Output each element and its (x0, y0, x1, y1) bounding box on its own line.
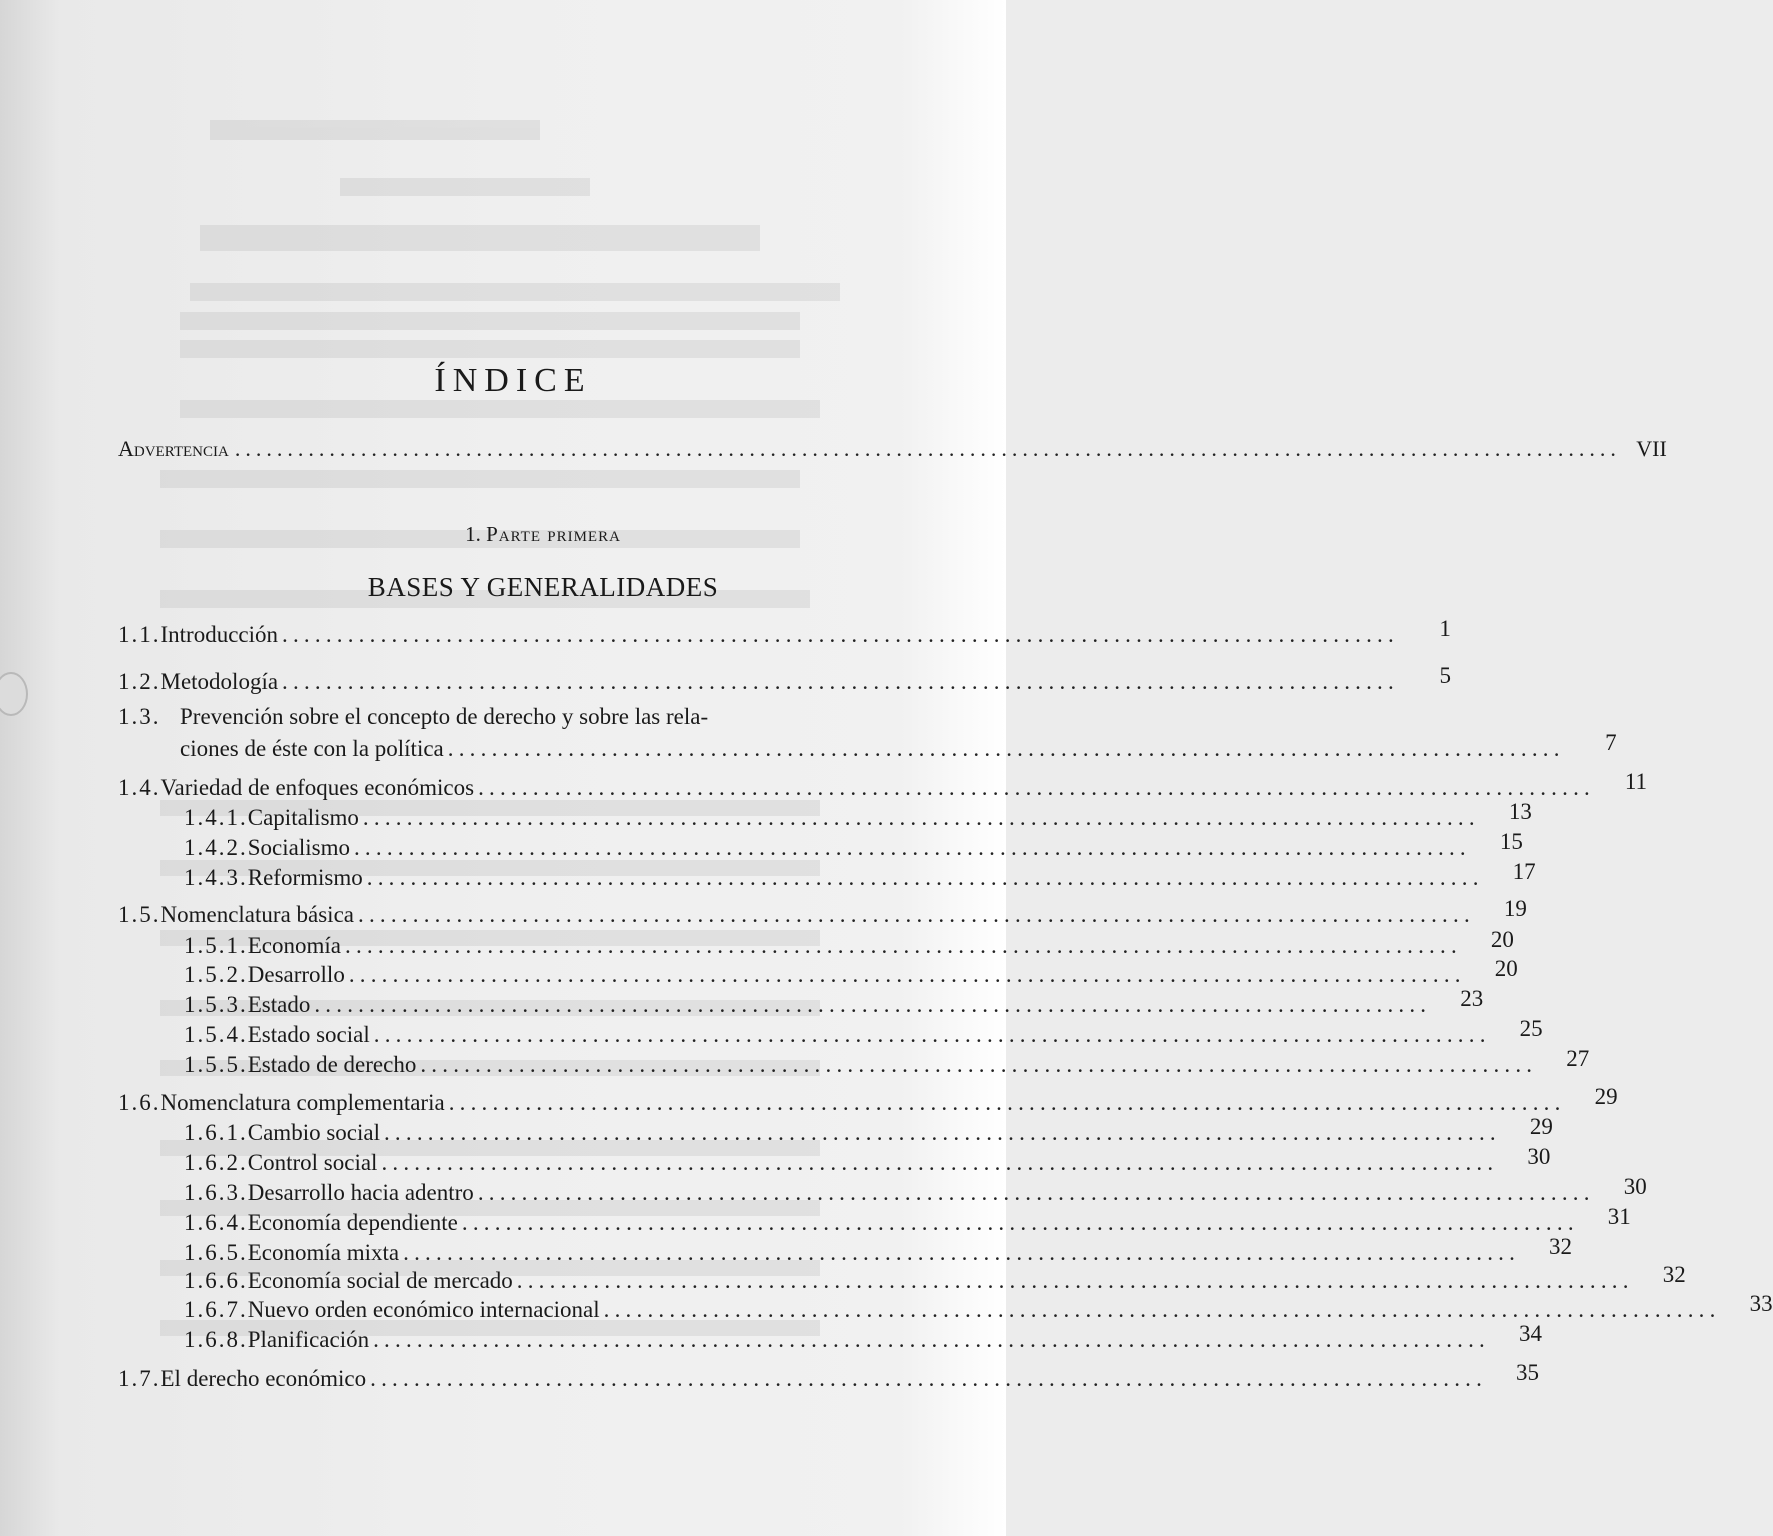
entry-number: 1.5.3. (184, 992, 248, 1017)
entry-page: 19 (1503, 896, 1527, 921)
entry-number: 1.4.2. (184, 835, 248, 860)
entry-number: 1.1. (118, 622, 161, 647)
part-label: Parte primera (486, 522, 621, 546)
toc-subentry (118, 1204, 1631, 1236)
toc-subentry (118, 1262, 1686, 1294)
entry-number: 1.6.8. (184, 1327, 248, 1352)
entry-page: 11 (1624, 769, 1647, 794)
dot-leader: ...................................................................................................... (478, 775, 1595, 800)
entry-number: 1.6.5. (184, 1240, 248, 1265)
toc-subentry (118, 859, 1536, 891)
toc-entry (118, 1360, 1540, 1392)
entry-number: 1.4.1. (184, 805, 248, 830)
toc-subentry (118, 1046, 1590, 1078)
entry-number: 1.6.2. (184, 1150, 248, 1175)
entry-page: 17 (1512, 859, 1536, 884)
advertencia-page: VII (1636, 436, 1667, 461)
entry-page: 20 (1490, 927, 1514, 952)
toc-subentry (118, 829, 1523, 861)
entry-page: 29 (1529, 1114, 1553, 1139)
entry-title: Planificación (247, 1327, 370, 1352)
dot-leader: ...................................................................................................... (314, 992, 1432, 1017)
dot-leader: ...................................................................................................... (381, 1150, 1499, 1175)
dot-leader: ...................................................................................................... (370, 1366, 1488, 1391)
toc-subentry (118, 799, 1532, 831)
dot-leader: ...................................................................................................... (358, 902, 1475, 927)
entry-title: Economía social de mercado (247, 1268, 513, 1293)
toc-subentry (118, 1114, 1553, 1146)
advertencia-label: Advertencia (118, 436, 229, 461)
toc-subentry (118, 1174, 1647, 1206)
toc-subentry (118, 1144, 1551, 1176)
entry-title: Nuevo orden económico internacional (247, 1297, 600, 1322)
entry-title: Reformismo (247, 865, 363, 890)
entry-page: 13 (1508, 799, 1532, 824)
entry-number: 1.7. (118, 1366, 161, 1391)
entry-title: Nomenclatura complementaria (160, 1090, 445, 1115)
part-number: 1. (465, 522, 481, 546)
entry-number: 1.4. (118, 775, 161, 800)
toc-subentry (118, 1321, 1543, 1353)
dot-leader: ...................................................................................................... (516, 1268, 1634, 1293)
entry-page: 1 (1439, 616, 1451, 641)
entry-page: 20 (1494, 956, 1518, 981)
toc-subentry (118, 1234, 1573, 1266)
entry-title: Cambio social (247, 1120, 380, 1145)
entry-title: Introducción (160, 622, 279, 647)
dot-leader: ...................................................................................................... (282, 669, 1399, 694)
entry-title: Variedad de enfoques económicos (160, 775, 475, 800)
entry-title: Capitalismo (247, 805, 359, 830)
entry-page: 5 (1439, 663, 1451, 688)
entry-number: 1.3. (118, 704, 161, 729)
toc-entry (118, 896, 1527, 928)
entry-title: Economía (247, 933, 341, 958)
toc-subentry (118, 927, 1514, 959)
entry-number: 1.6.3. (184, 1180, 248, 1205)
dot-leader: ...................................................................................................... (403, 1240, 1521, 1265)
entry-page: 23 (1460, 986, 1484, 1011)
toc-subentry (118, 986, 1484, 1018)
dot-leader: ...................................................................................................... (603, 1297, 1721, 1322)
entry-title: Estado de derecho (247, 1052, 417, 1077)
entry-title: Nomenclatura básica (160, 902, 354, 927)
dot-leader: ...................................................................................................... (383, 1120, 1501, 1145)
entry-title: Desarrollo (247, 962, 345, 987)
entry-title: Estado social (247, 1022, 370, 1047)
dot-leader: ...................................................................................................... (373, 1327, 1491, 1352)
dot-leader: ...................................................................................................... (461, 1210, 1579, 1235)
entry-number: 1.5.1. (184, 933, 248, 958)
entry-title: Metodología (160, 669, 279, 694)
binding-hole (0, 672, 28, 716)
entry-page: 32 (1662, 1262, 1686, 1287)
entry-number: 1.5.4. (184, 1022, 248, 1047)
entry-number: 1.6.4. (184, 1210, 248, 1235)
entry-page: 25 (1519, 1016, 1543, 1041)
toc-entry (118, 704, 1617, 762)
toc-entry (118, 663, 1451, 695)
toc-subentry (118, 956, 1518, 988)
entry-number: 1.5.5. (184, 1052, 248, 1077)
dot-leader: ...................................................................................................... (345, 933, 1462, 958)
entry-title: Economía dependiente (247, 1210, 458, 1235)
entry-page: 30 (1623, 1174, 1647, 1199)
entry-title: Desarrollo hacia adentro (247, 1180, 474, 1205)
entry-title: Economía mixta (247, 1240, 400, 1265)
dot-leader: ...................................................................................................... (282, 622, 1399, 647)
entry-page: 7 (1605, 730, 1617, 755)
dot-leader: ...................................................................................................... (348, 962, 1466, 987)
entry-number: 1.6.1. (184, 1120, 248, 1145)
entry-number: 1.6.7. (184, 1297, 248, 1322)
entry-number: 1.5. (118, 902, 161, 927)
entry-title: El derecho económico (160, 1366, 367, 1391)
entry-title: Prevención sobre el concepto de derecho y sobre las rela- (180, 704, 709, 729)
entry-number: 1.6.6. (184, 1268, 248, 1293)
entry-title: Socialismo (247, 835, 350, 860)
entry-page: 30 (1527, 1144, 1551, 1169)
toc-subentry (118, 1291, 1773, 1323)
toc-subentry (118, 1016, 1543, 1048)
entry-page: 33 (1749, 1291, 1773, 1316)
dot-leader: ...................................................................................................... (373, 1022, 1491, 1047)
dot-leader: ...................................................................................................... (366, 865, 1484, 890)
toc-entry (118, 1084, 1618, 1116)
entry-page: 29 (1594, 1084, 1618, 1109)
dot-leader: ...................................................................................................... (447, 736, 1565, 761)
dot-leader: ...................................................................................................... (477, 1180, 1595, 1205)
entry-page: 34 (1519, 1321, 1543, 1346)
part-heading (0, 522, 1046, 547)
page-title: ÍNDICE (434, 362, 592, 399)
dot-leader: ...................................................................................................... (353, 835, 1471, 860)
dot-leader: ...................................................................................................... (448, 1090, 1566, 1115)
toc-entry (118, 616, 1451, 648)
entry-number: 1.2. (118, 669, 161, 694)
entry-page: 32 (1549, 1234, 1573, 1259)
section-heading: BASES Y GENERALIDADES (367, 572, 719, 602)
dot-leader: ...................................................................................................... (362, 805, 1480, 830)
entry-number: 1.5.2. (184, 962, 248, 987)
entry-page: 31 (1607, 1204, 1631, 1229)
entry-number: 1.4.3. (184, 865, 248, 890)
toc-entry (118, 769, 1647, 801)
entry-title-continued: ciones de éste con la política (180, 736, 444, 761)
entry-title: Estado (247, 992, 311, 1017)
toc-entry-advertencia (118, 436, 1667, 466)
entry-page: 15 (1499, 829, 1523, 854)
entry-number: 1.6. (118, 1090, 161, 1115)
dot-leader: ...................................................................................................... (420, 1052, 1538, 1077)
entry-page: 27 (1566, 1046, 1590, 1071)
entry-page: 35 (1516, 1360, 1540, 1385)
dot-leader: .................................................................................................................................... (234, 436, 1621, 461)
entry-title: Control social (247, 1150, 378, 1175)
